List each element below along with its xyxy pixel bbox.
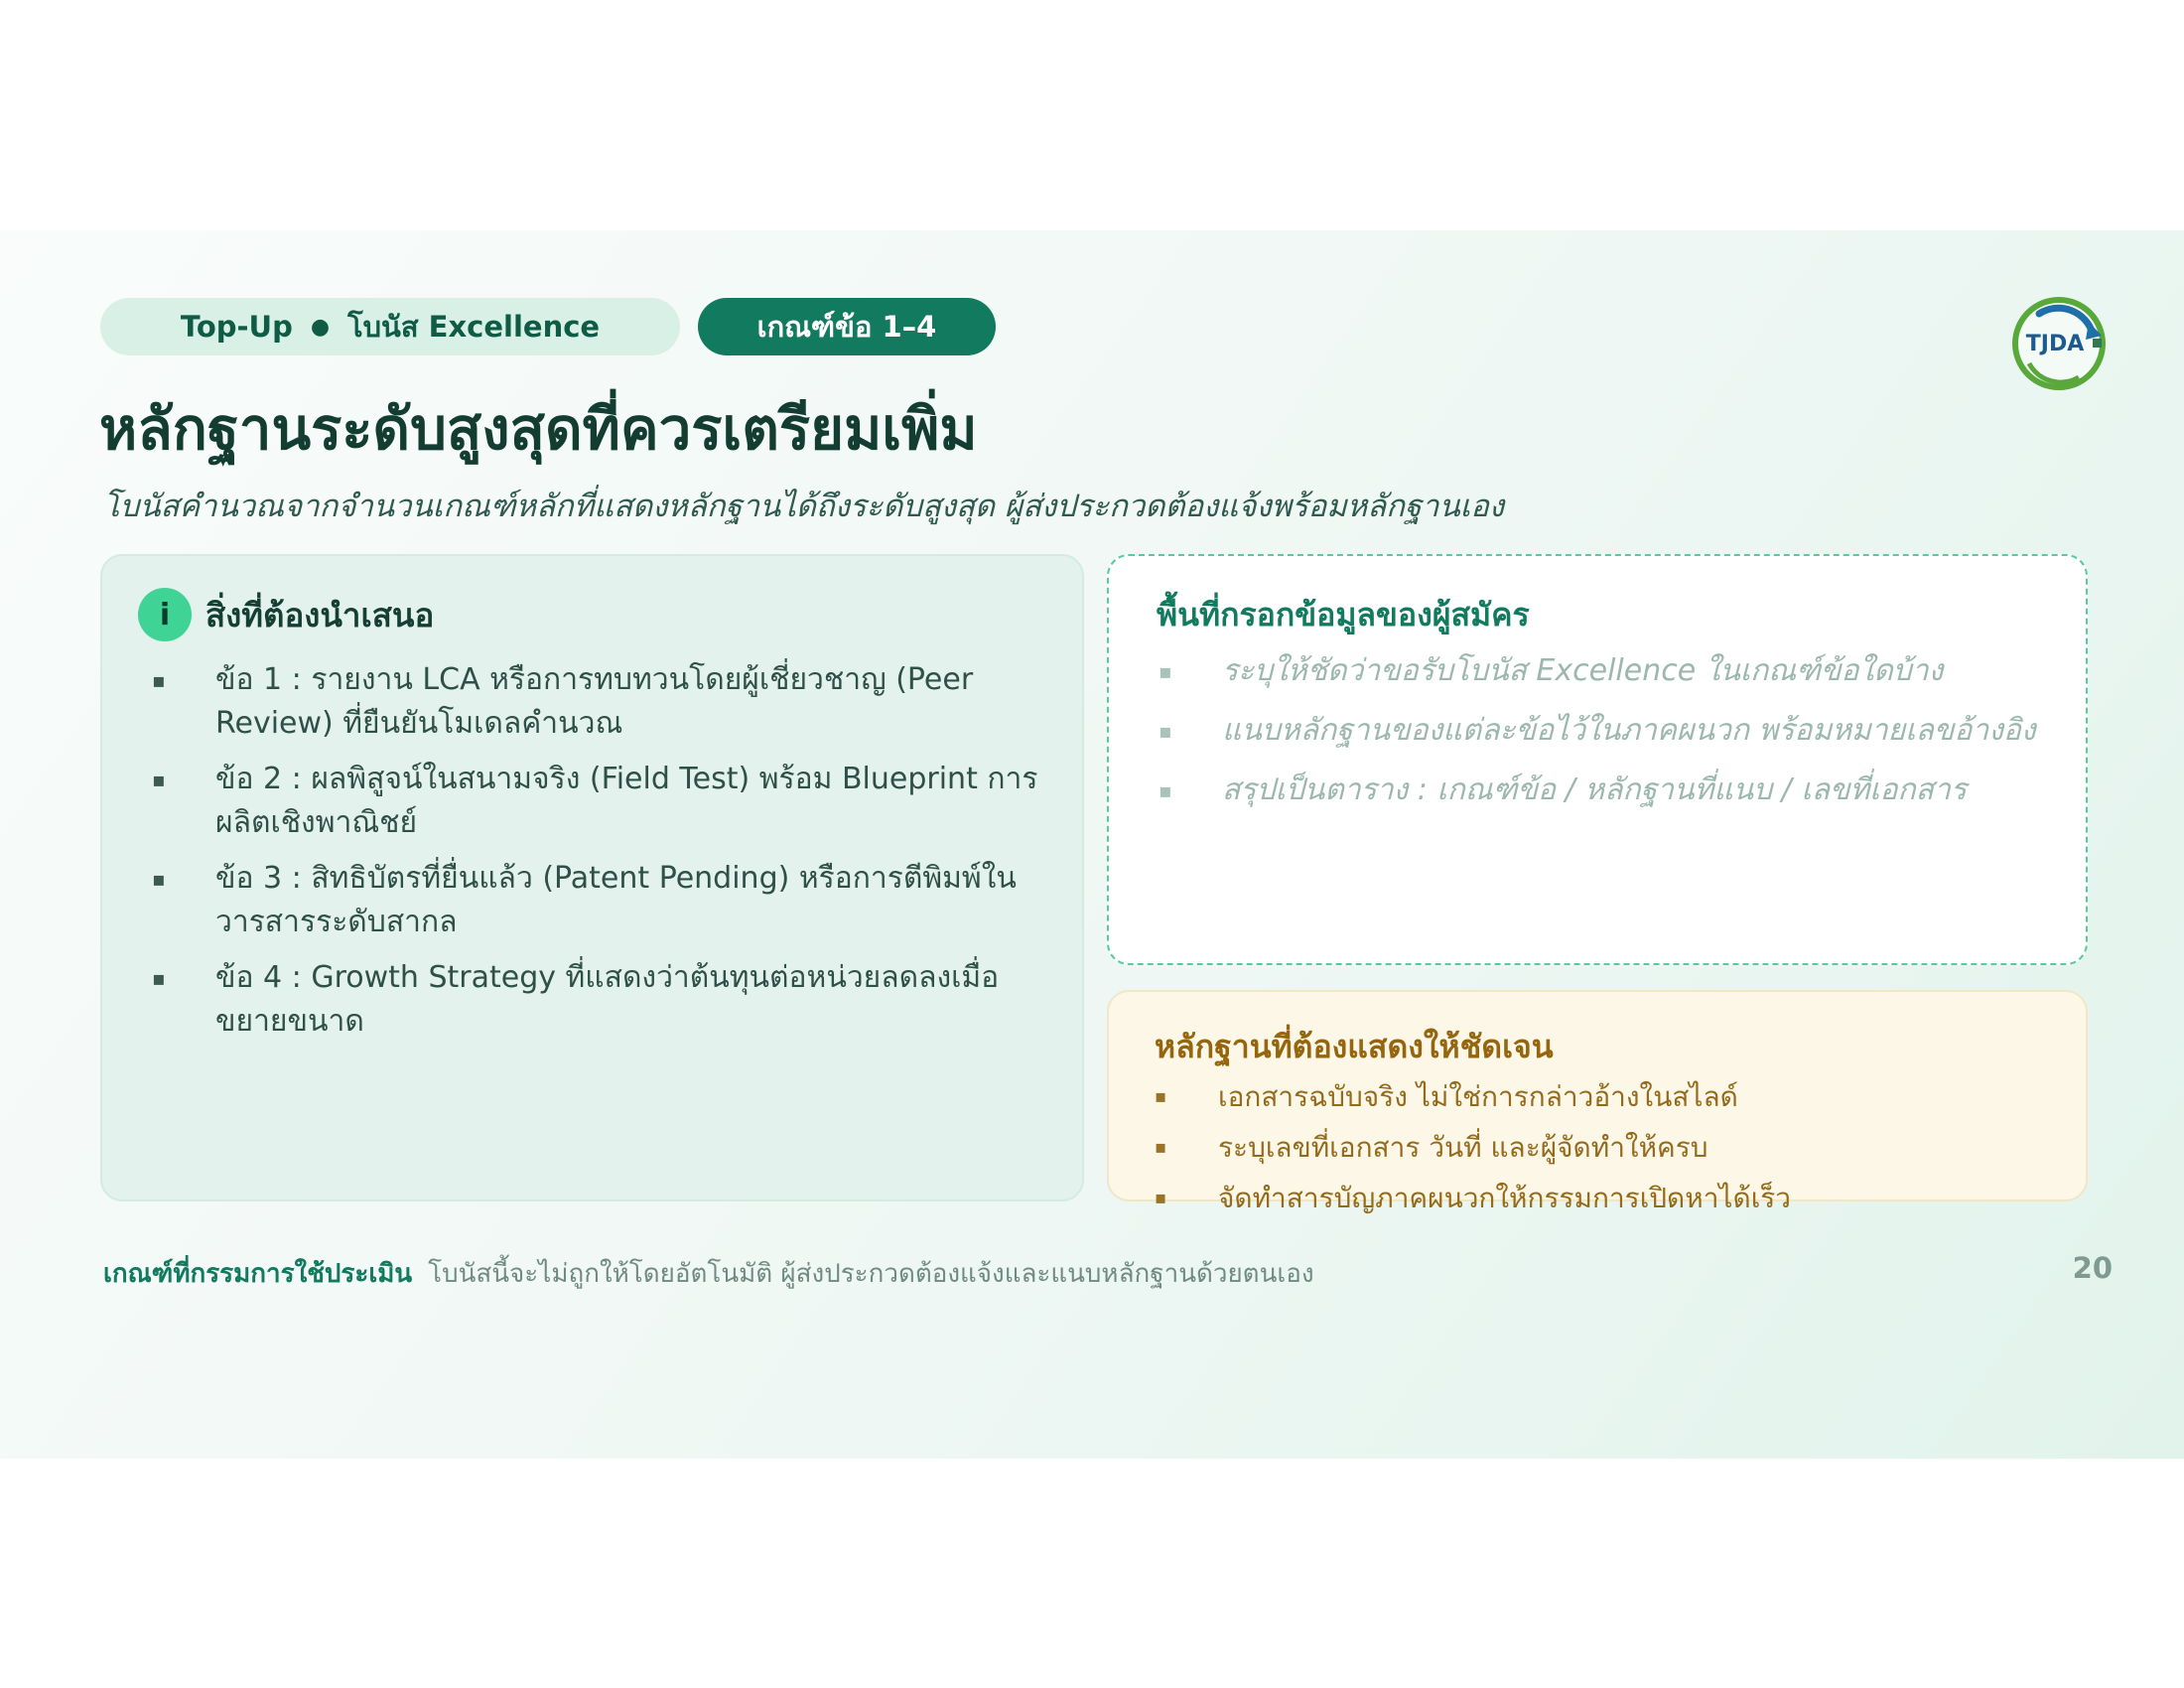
list-item-text: เอกสารฉบับจริง ไม่ใช่การกล่าวอ้างในสไลด์ xyxy=(1218,1080,1738,1113)
bullet-icon: ▪ xyxy=(1155,1137,1167,1158)
list-item-text: จัดทำสารบัญภาคผนวกให้กรรมการเปิดหาได้เร็ว xyxy=(1218,1182,1792,1214)
bullet-icon: ▪ xyxy=(1159,778,1172,802)
tjda-logo-icon xyxy=(2009,294,2109,393)
list-item xyxy=(1159,649,2052,693)
applicant-card-heading: พื้นที่กรอกข้อมูลของผู้สมัคร xyxy=(1157,596,1530,633)
list-item-text: แนบหลักฐานของแต่ละข้อไว้ในภาคผนวก พร้อมหมายเลขอ้างอิง xyxy=(1222,713,2036,748)
bullet-icon: ▪ xyxy=(152,966,166,990)
evidence-card-heading: หลักฐานที่ต้องแสดงให้ชัดเจน xyxy=(1155,1028,1554,1065)
info-icon: i xyxy=(138,588,192,641)
page-number: 20 xyxy=(2072,1251,2113,1285)
criteria-pill: เกณฑ์ข้อ 1–4 xyxy=(698,298,996,355)
bullet-icon: ▪ xyxy=(152,668,166,692)
present-card-header xyxy=(138,588,434,641)
list-item xyxy=(152,758,1045,845)
bullet-icon: ▪ xyxy=(152,867,166,891)
pill-separator-dot: ● xyxy=(310,314,331,340)
bullet-icon: ▪ xyxy=(1155,1086,1167,1107)
applicant-list xyxy=(1159,649,2052,828)
list-item-text: ข้อ 4 : Growth Strategy ที่แสดงว่าต้นทุนต่อหน่วยลดลงเมื่อขยายขนาด xyxy=(215,960,1000,1039)
footer-note xyxy=(103,1253,1314,1294)
bullet-icon: ▪ xyxy=(1159,719,1172,743)
list-item xyxy=(152,658,1045,746)
list-item xyxy=(1159,709,2052,753)
evidence-card xyxy=(1107,990,2088,1214)
evidence-list xyxy=(1155,1077,2048,1229)
list-item-text: สรุปเป็นตาราง : เกณฑ์ข้อ / หลักฐานที่แนบ / เลขที่เอกสาร xyxy=(1222,773,1967,807)
list-item xyxy=(152,857,1045,944)
list-item-text: ระบุให้ชัดว่าขอรับโบนัส Excellence ในเกณฑ์ข้อใดบ้าง xyxy=(1222,653,1944,688)
list-item-text: ระบุเลขที่เอกสาร วันที่ และผู้จัดทำให้ครบ xyxy=(1218,1131,1708,1164)
present-list xyxy=(152,658,1045,1055)
present-card-heading: สิ่งที่ต้องนำเสนอ xyxy=(205,595,435,634)
page-subtitle: โบนัสคำนวณจากจำนวนเกณฑ์หลักที่แสดงหลักฐานได้ถึงระดับสูงสุด ผู้ส่งประกวดต้องแจ้งพร้อมหลักฐานเอง xyxy=(103,489,1504,524)
footer-lead: เกณฑ์ที่กรรมการใช้ประเมิน xyxy=(103,1259,413,1289)
list-item-text: ข้อ 3 : สิทธิบัตรที่ยื่นแล้ว (Patent Pending) หรือการตีพิมพ์ในวารสารระดับสากล xyxy=(215,861,1017,939)
list-item xyxy=(1155,1179,2048,1218)
applicant-input-card[interactable] xyxy=(1107,554,2088,965)
list-item-text: ข้อ 2 : ผลพิสูจน์ในสนามจริง (Field Test) พร้อม Blueprint การผลิตเชิงพาณิชย์ xyxy=(215,762,1038,840)
logo-text: TJDA xyxy=(2025,332,2085,356)
list-item-text: ข้อ 1 : รายงาน LCA หรือการทบทวนโดยผู้เชี่ยวชาญ (Peer Review) ที่ยืนยันโมเดลคำนวณ xyxy=(215,662,974,741)
footer-text: โบนัสนี้จะไม่ถูกให้โดยอัตโนมัติ ผู้ส่งประกวดต้องแจ้งและแนบหลักฐานด้วยตนเอง xyxy=(428,1259,1314,1289)
category-pill-part2: โบนัส Excellence xyxy=(347,310,601,344)
list-item xyxy=(152,956,1045,1044)
slide xyxy=(0,230,2184,1459)
list-item xyxy=(1155,1128,2048,1168)
list-item xyxy=(1159,769,2052,812)
category-pill xyxy=(100,298,680,355)
bullet-icon: ▪ xyxy=(1155,1188,1167,1208)
present-card xyxy=(100,554,1084,1201)
list-item xyxy=(1155,1077,2048,1117)
bullet-icon: ▪ xyxy=(152,768,166,791)
category-pill-part1: Top-Up xyxy=(180,310,293,344)
page-title: หลักฐานระดับสูงสุดที่ควรเตรียมเพิ่ม xyxy=(99,395,978,463)
bullet-icon: ▪ xyxy=(1159,659,1172,683)
